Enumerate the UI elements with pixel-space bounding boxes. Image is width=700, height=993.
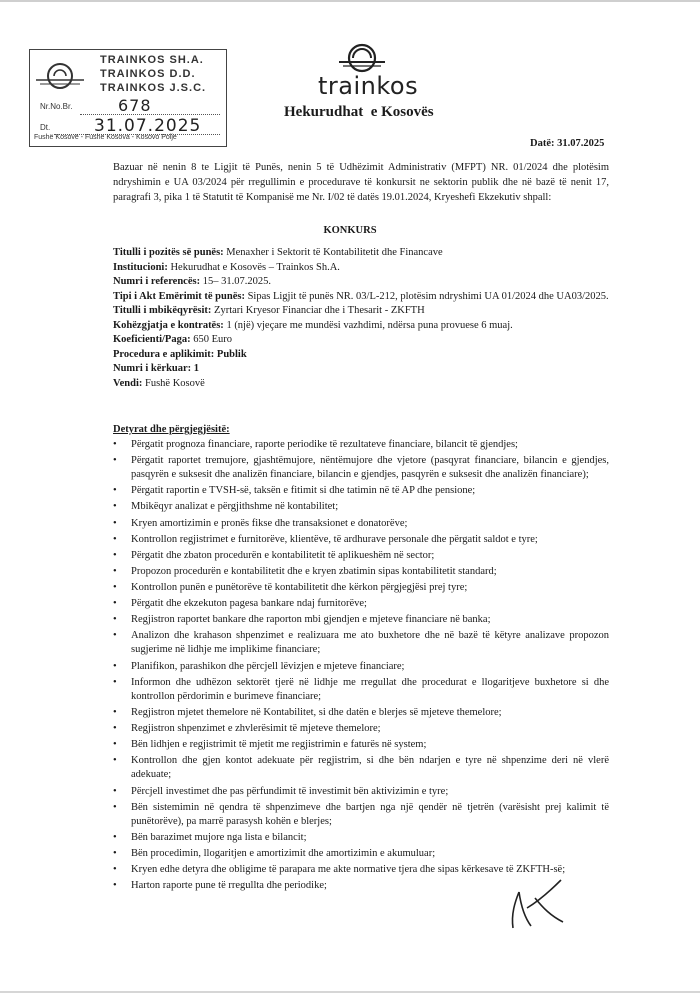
field-label: Kohëzgjatja e kontratës: (113, 319, 224, 331)
intro-paragraph: Bazuar në nenin 8 te Ligjit të Punës, nenin 5 të Udhëzimit Administrativ (MFPT) NR. 01/2024 dhe plotësim ndryshimin e UA 03/2024 për rregullimin e procedurave të konkursit ne sektorin publik dhe në bazë të nenit 17, paragrafi 3, pika 1 të Statutit të Kompanisë me Nr. I/02 të datës 19.01.2024, Kryeshefi Ekzekutiv shpall: (113, 162, 609, 203)
list-item (113, 581, 609, 595)
list-item (113, 706, 609, 720)
stamp-company-line-1: TRAINKOS SH.A. (100, 54, 204, 66)
stamp-date-value: 31.07.2025 (94, 116, 202, 136)
field-institution (113, 261, 609, 276)
field-position-title (113, 246, 609, 261)
duty-text: Kontrollon dhe gjen kontot adekuate për regjistrim, si dhe bën ndarjen e tyre në shpenzime deri në vlerë adekuate; (131, 755, 609, 781)
duties-list (113, 438, 609, 895)
bullet-icon: • (113, 831, 117, 843)
field-label: Titulli i pozitës së punës: (113, 247, 224, 258)
bullet-icon: • (113, 598, 117, 610)
field-value: Menaxher i Sektorit të Kontabilitetit dhe Financave (223, 247, 443, 258)
list-item (113, 831, 609, 845)
bullet-icon: • (113, 517, 117, 529)
duty-text: Bën sistemimin në qendra të shpenzimeve dhe bartjen nga një qendër në tjetrën (varësisht prej kalimit të punëtorëve), pa marrë parasysh kohën e blerjes; (131, 801, 609, 827)
stamp-logo-icon (34, 56, 86, 96)
list-item (113, 597, 609, 611)
list-item (113, 454, 609, 482)
duty-text: Kontrollon regjistrimet e furnitorëve, klientëve, të ardhurave personale dhe përgatit saldot e tyre; (131, 533, 538, 545)
bullet-icon: • (113, 660, 117, 672)
list-item (113, 754, 609, 782)
field-appointment-type (113, 290, 609, 305)
field-value: Zyrtari Kryesor Financiar dhe i Thesarit - ZKFTH (211, 305, 425, 316)
field-contract-duration (113, 319, 609, 334)
stamp-number-underline (80, 114, 220, 115)
signature-mark (505, 872, 565, 932)
bullet-icon: • (113, 439, 117, 450)
scan-edge-top (0, 0, 700, 2)
bullet-icon: • (113, 565, 117, 577)
field-location (113, 377, 609, 392)
bullet-icon: • (113, 706, 117, 718)
field-label: Numri i kërkuar: 1 (113, 363, 200, 374)
bullet-icon: • (113, 847, 117, 859)
duty-text: Bën procedimin, llogaritjen e amortizimit dhe amortizimin e akumuluar; (131, 847, 436, 859)
registration-stamp (29, 49, 227, 147)
list-item (113, 785, 609, 799)
duty-text: Harton raporte pune të rregullta dhe periodike; (131, 880, 327, 892)
bullet-icon: • (113, 676, 117, 688)
logo-wordmark: trainkos (318, 72, 419, 100)
duty-text: Kryen amortizimin e pronës fikse dhe transaksionet e donatorëve; (131, 517, 408, 529)
bullet-icon: • (113, 455, 117, 467)
list-item (113, 438, 609, 452)
duty-text: Përgatit raportet tremujore, gjashtëmujore, nëntëmujore dhe vjetore (pasqyrat financiare, bilancin e gjendjes, pasqyrën e suksesit dhe analizën financiare, bilancin e gjendjes, pasqyrën e suksesit dhe analizën financiare); (131, 455, 609, 481)
list-item (113, 676, 609, 704)
field-value: Hekurudhat e Kosovës – Trainkos Sh.A. (167, 261, 340, 273)
field-number-required (113, 362, 609, 377)
field-procedure (113, 348, 609, 363)
duty-text: Regjistron raportet bankare dhe raporton mbi gjendjen e mjeteve financiare në banka; (131, 614, 491, 626)
field-value: 650 Euro (190, 334, 232, 345)
field-label: Titulli i mbikëqyrësit: (113, 305, 212, 316)
duty-text: Analizon dhe krahason shpenzimet e realizuara me ato buxhetore dhe në bazë të këtyre analizave propozon sugjerime në lidhje me implikime financiare; (131, 630, 609, 656)
list-item (113, 660, 609, 674)
duty-text: Regjistron shpenzimet e zhvlerësimit të mjeteve themelore; (131, 723, 381, 735)
bullet-icon: • (113, 801, 117, 813)
organization-name: Hekurudhat e Kosovës (284, 104, 434, 120)
field-label: Koeficienti/Paga: (113, 334, 191, 345)
bullet-icon: • (113, 723, 117, 735)
duty-text: Kryen edhe detyra dhe obligime të parapara me akte normative tjera dhe sipas kërkesave të ZKFTH-së; (131, 864, 566, 876)
list-item (113, 565, 609, 579)
field-reference-number (113, 275, 609, 290)
field-value: Fushë Kosovë (142, 377, 205, 389)
list-item (113, 801, 609, 829)
duty-text: Bën barazimet mujore nga lista e bilancit; (131, 831, 307, 843)
field-supervisor (113, 304, 609, 319)
field-label: Tipi i Akt Emërimit të punës: (113, 290, 245, 302)
duty-text: Propozon procedurën e kontabilitetit dhe e kryen zbatimin sipas kontabilitetit standard; (131, 565, 497, 577)
list-item (113, 738, 609, 752)
field-value: 1 (një) vjeçare me mundësi vazhdimi, ndërsa puna provuese 6 muaj. (223, 319, 513, 331)
duty-text: Kontrollon punën e punëtorëve të kontabilitetit dhe kërkon përgjegjësi prej tyre; (131, 581, 468, 593)
duty-text: Regjistron mjetet themelore në Kontabilitet, si dhe datën e blerjes së mjeteve themelore; (131, 706, 502, 718)
duty-text: Bën lidhjen e regjistrimit të mjetit me regjistrimin e faturës në system; (131, 739, 427, 751)
stamp-company-line-2: TRAINKOS D.D. (100, 68, 196, 80)
duty-text: Përcjell investimet dhe pas përfundimit të investimit bën aktivizimin e tyre; (131, 785, 449, 797)
bullet-icon: • (113, 485, 117, 497)
list-item (113, 722, 609, 736)
duty-text: Përgatit dhe zbaton procedurën e kontabilitetit të aplikueshëm në sector; (131, 549, 435, 561)
bullet-icon: • (113, 755, 117, 767)
field-label: Numri i referencës: (113, 276, 201, 287)
field-value: 15– 31.07.2025. (200, 276, 271, 287)
list-item (113, 484, 609, 498)
bullet-icon: • (113, 785, 117, 797)
duty-text: Informon dhe udhëzon sektorët tjerë në lidhje me rregullat dhe procedurat e llogaritjeve buxhetore si dhe kontrollon përdorimin e burimeve financiare; (131, 676, 609, 702)
list-item (113, 533, 609, 547)
duties-heading: Detyrat dhe përgjegjësitë: (113, 424, 230, 435)
field-label: Procedura e aplikimit: Publik (113, 348, 247, 360)
bullet-icon: • (113, 739, 117, 751)
field-label: Vendi: (113, 377, 143, 389)
duty-text: Përgatit prognoza financiare, raporte periodike të rezultateve financiare, bilancit të gjendjes; (131, 439, 518, 450)
field-label: Institucioni: (113, 261, 168, 273)
bullet-icon: • (113, 549, 117, 561)
document-date: Datë: 31.07.2025 (530, 138, 605, 149)
duty-text: Përgatit dhe ekzekuton pagesa bankare ndaj furnitorëve; (131, 598, 367, 610)
stamp-number-value: 678 (118, 96, 152, 115)
stamp-company-line-3: TRAINKOS J.S.C. (100, 82, 207, 94)
bullet-icon: • (113, 581, 117, 593)
bullet-icon: • (113, 533, 117, 545)
document-title: KONKURS (323, 225, 377, 236)
duty-text: Planifikon, parashikon dhe përcjell lëvizjen e mjeteve financiare; (131, 660, 405, 672)
field-salary (113, 333, 609, 348)
list-item (113, 549, 609, 563)
bullet-icon: • (113, 614, 117, 626)
bullet-icon: • (113, 630, 117, 642)
duty-text: Mbikëqyr analizat e përgjithshme në kontabilitet; (131, 501, 339, 513)
list-item (113, 613, 609, 627)
field-value: Sipas Ligjit të punës NR. 03/L-212, plotësim ndryshimi UA 01/2024 dhe UA03/2025. (244, 290, 609, 302)
list-item (113, 517, 609, 531)
list-item (113, 629, 609, 657)
position-details (113, 246, 609, 391)
bullet-icon: • (113, 864, 117, 876)
stamp-number-label: Nr.No.Br. (40, 102, 73, 111)
duty-text: Përgatit raportin e TVSH-së, taksën e fitimit si dhe tatimin në të AP dhe pensione; (131, 485, 476, 497)
stamp-date-label: Dt. (40, 123, 51, 132)
bullet-icon: • (113, 501, 117, 513)
list-item (113, 847, 609, 861)
stamp-footer: Fushë Kosovë - Fushe Kosova - Kosovo Polje (34, 134, 177, 141)
bullet-icon: • (113, 880, 117, 892)
list-item (113, 500, 609, 514)
